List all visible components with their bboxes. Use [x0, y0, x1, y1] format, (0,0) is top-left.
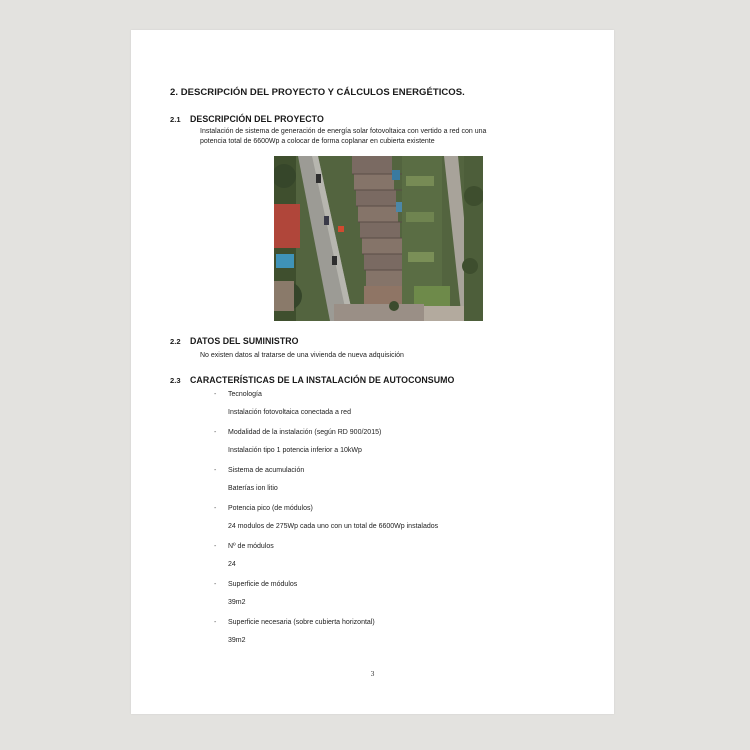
bullet: -: [214, 467, 217, 474]
subsection-number: 2.1: [170, 115, 181, 124]
paragraph-line: Instalación de sistema de generación de energía solar fotovoltaica con vertido a red con una: [200, 128, 487, 135]
item-label: Modalidad de la instalación (según RD 900/2015): [228, 429, 382, 436]
item-value: 24 modulos de 275Wp cada uno con un total de 6600Wp instalados: [228, 523, 439, 530]
paragraph-line: potencia total de 6600Wp a colocar de forma coplanar en cubierta existente: [200, 138, 435, 145]
item-value: Baterías ion litio: [228, 485, 278, 492]
section-title: 2. DESCRIPCIÓN DEL PROYECTO Y CÁLCULOS ENERGÉTICOS.: [170, 87, 465, 98]
subsection-number: 2.3: [170, 376, 181, 385]
subsection-heading-2-3: [170, 370, 454, 388]
item-value: Instalación tipo 1 potencia inferior a 10kWp: [228, 447, 362, 454]
subsection-heading-2-2: [170, 331, 299, 349]
document-page: [131, 30, 614, 714]
item-value: 24: [228, 561, 236, 568]
bullet: -: [214, 619, 217, 626]
aerial-photo: [274, 156, 483, 321]
subsection-title: DESCRIPCIÓN DEL PROYECTO: [190, 114, 324, 124]
item-value: Instalación fotovoltaica conectada a red: [228, 409, 351, 416]
page-number: 3: [370, 669, 375, 678]
item-label: Superficie de módulos: [228, 581, 298, 588]
item-label: Potencia pico (de módulos): [228, 505, 313, 512]
item-value: 39m2: [228, 599, 246, 606]
bullet: -: [214, 391, 217, 398]
subsection-title: CARACTERÍSTICAS DE LA INSTALACIÓN DE AUTOCONSUMO: [190, 375, 455, 385]
item-label: Nº de módulos: [228, 543, 274, 550]
subsection-number: 2.2: [170, 337, 181, 346]
supply-data-text: No existen datos al tratarse de una vivienda de nueva adquisición: [200, 352, 404, 359]
item-label: Sistema de acumulación: [228, 467, 305, 474]
item-label: Superficie necesaria (sobre cubierta horizontal): [228, 619, 375, 626]
project-description: [200, 127, 486, 147]
item-value: 39m2: [228, 637, 246, 644]
subsection-title: DATOS DEL SUMINISTRO: [190, 336, 299, 346]
bullet: -: [214, 505, 217, 512]
subsection-heading-2-1: [170, 109, 324, 127]
item-label: Tecnología: [228, 391, 262, 398]
bullet: -: [214, 429, 217, 436]
bullet: -: [214, 543, 217, 550]
bullet: -: [214, 581, 217, 588]
